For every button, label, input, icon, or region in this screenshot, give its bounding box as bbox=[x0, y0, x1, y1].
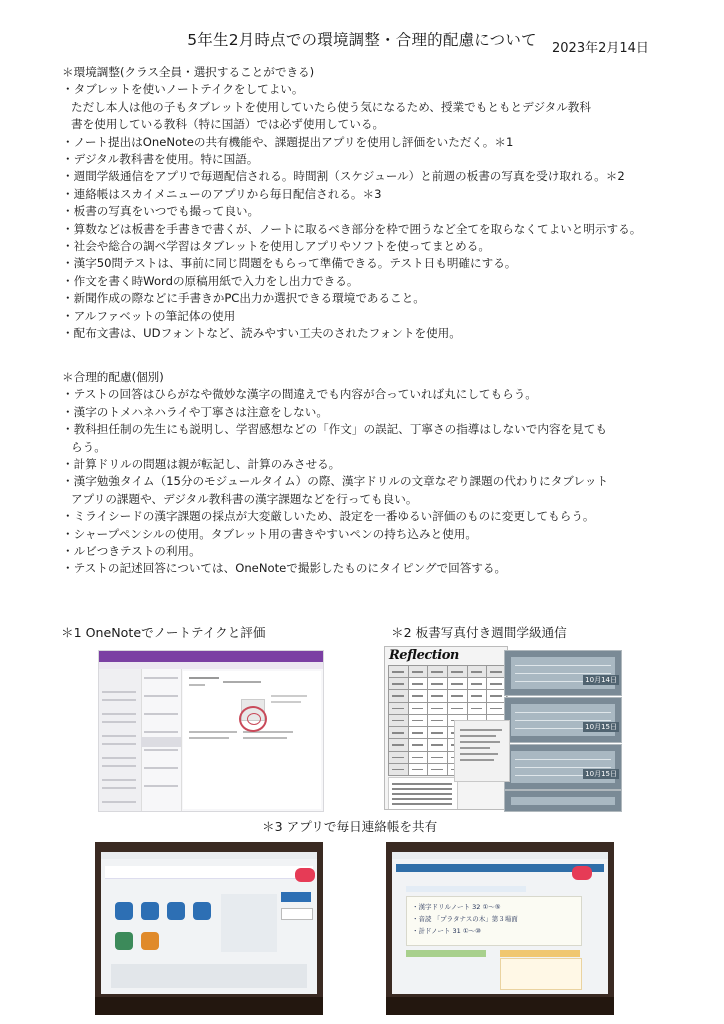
environment-section bbox=[62, 64, 702, 343]
environment-heading: ＊環境調整(クラス全員・選択することができる) bbox=[62, 65, 315, 79]
app-tile-icon bbox=[115, 902, 133, 920]
app-tile-icon bbox=[115, 932, 133, 950]
accommodation-line: ・テストの回答はひらがなや微妙な漢字の間違えでも内容が合っていれば丸にしてもらう。 bbox=[62, 387, 537, 402]
board-photo-image bbox=[504, 744, 622, 790]
timetable-cell bbox=[427, 714, 448, 727]
environment-line: ・新聞作成の際などに手書きかPC出力か選択できる環境であること。 bbox=[62, 291, 425, 306]
renrakucho-app-screen bbox=[392, 852, 608, 994]
app-tile-icon bbox=[141, 932, 159, 950]
accommodation-line: ・計算ドリルの問題は親が転記し、計算のみさせる。 bbox=[62, 457, 341, 472]
environment-line: ・配布文書は、UDフォントなど、読みやすい工夫のされたフォントを使用。 bbox=[62, 326, 461, 341]
timetable-cell bbox=[408, 714, 429, 727]
redaction-mark bbox=[295, 868, 315, 882]
figure2-caption: ＊2 板書写真付き週間学級通信 bbox=[391, 625, 567, 640]
environment-line: ・算数などは板書を手書きで書くが、ノートに取るべき部分を枠で囲うなど全てを取らなくてよいと明示する。 bbox=[62, 221, 642, 236]
environment-line: ・社会や総合の調べ学習はタブレットを使用しアプリやソフトを使ってまとめる。 bbox=[62, 239, 490, 254]
accommodation-line: ・ルビつきテストの利用。 bbox=[62, 544, 201, 559]
board-photo-image bbox=[504, 650, 622, 696]
environment-line: ・漢字50問テストは、事前に同じ問題をもらって準備できる。テスト日も明確にする。 bbox=[62, 256, 517, 271]
skymenu-app-screen bbox=[101, 852, 317, 994]
environment-line: ただし本人は他の子もタブレットを使用していたら使う気になるため、授業でもともとデジタル教科 bbox=[71, 99, 591, 114]
onenote-page bbox=[183, 671, 321, 809]
app-tile-icon bbox=[141, 902, 159, 920]
renraku-item-1: ・漢字ドリルノート 32 ①〜⑤ bbox=[412, 903, 501, 911]
laptop-app-photo-image bbox=[95, 842, 323, 1015]
accommodation-section bbox=[62, 369, 702, 578]
document-date: 2023年2月14日 bbox=[552, 41, 649, 56]
environment-line: ・タブレットを使いノートテイクをしてよい。 bbox=[62, 82, 304, 97]
renraku-item-3: ・計ドノート 31 ①〜⑩ bbox=[412, 927, 481, 935]
onenote-ribbon bbox=[99, 662, 323, 669]
accommodation-line: らう。 bbox=[71, 439, 106, 454]
redaction-mark bbox=[572, 866, 592, 880]
timetable-cell bbox=[388, 714, 409, 727]
board-photo-image bbox=[504, 790, 622, 812]
timetable-cell bbox=[427, 763, 448, 776]
board-photo-image bbox=[504, 697, 622, 743]
photo-date-1: 10月14日 bbox=[585, 676, 617, 684]
onenote-page-list bbox=[141, 669, 182, 811]
app-tile-icon bbox=[167, 902, 185, 920]
accommodation-line: ・シャープペンシルの使用。タブレット用の書きやすいペンの持ち込みと使用。 bbox=[62, 526, 477, 541]
app-tile-icon bbox=[193, 902, 211, 920]
laptop-app-photo-image bbox=[386, 842, 614, 1015]
timetable-cell bbox=[408, 763, 429, 776]
accommodation-heading: ＊合理的配慮(個別) bbox=[62, 370, 164, 384]
figure1-caption: ＊1 OneNoteでノートテイクと評価 bbox=[61, 625, 266, 640]
page-title: 5年生2月時点での環境調整・合理的配慮について bbox=[187, 31, 537, 49]
figure3-caption: ＊3 アプリで毎日連絡帳を共有 bbox=[262, 819, 438, 834]
onenote-sections bbox=[99, 669, 142, 811]
photo-date-3: 10月15日 bbox=[585, 770, 617, 778]
environment-line: ・連絡帳はスカイメニューのアプリから毎日配信される。＊3 bbox=[62, 186, 382, 201]
handwritten-circle-mark-inner bbox=[247, 713, 261, 725]
environment-line: ・デジタル教科書を使用。特に国語。 bbox=[62, 152, 259, 167]
accommodation-line: ・ミライシードの漢字課題の採点が大変厳しいため、設定を一番ゆるい評価のものに変更してもらう。 bbox=[62, 509, 595, 524]
printed-sheet-image bbox=[454, 720, 510, 782]
accommodation-line: ・漢字のトメハネハライや丁寧さは注意をしない。 bbox=[62, 404, 328, 419]
accommodation-line: ・漢字勉強タイム（15分のモジュールタイム）の際、漢字ドリルの文章なぞり課題の代わりにタブレット bbox=[62, 474, 609, 489]
environment-line: ・アルファベットの筆記体の使用 bbox=[62, 308, 236, 323]
newsletter-text-box bbox=[388, 777, 458, 810]
timetable-cell bbox=[388, 763, 409, 776]
environment-line: 書を使用している教科（特に国語）では必ず使用している。 bbox=[71, 117, 385, 132]
environment-line: ・週間学級通信をアプリで毎週配信される。時間割（スケジュール）と前週の板書の写真を受け取れる。＊2 bbox=[62, 169, 625, 184]
onenote-titlebar bbox=[99, 651, 323, 662]
accommodation-line: ・テストの記述回答については、OneNoteで撮影したものにタイピングで回答する。 bbox=[62, 561, 507, 576]
onenote-screenshot-image bbox=[98, 650, 324, 812]
reflection-logo: Reflection bbox=[389, 648, 459, 663]
accommodation-line: アプリの課題や、デジタル教科書の漢字課題などを行っても良い。 bbox=[71, 491, 418, 506]
environment-line: ・板書の写真をいつでも撮って良い。 bbox=[62, 204, 260, 219]
accommodation-line: ・教科担任制の先生にも説明し、学習感想などの「作文」の誤記、丁寧さの指導はしないで内容を見ても bbox=[62, 422, 607, 437]
environment-line: ・ノート提出はOneNoteの共有機能や、課題提出アプリを使用し評価をいただく。＊1 bbox=[62, 134, 514, 149]
photo-date-2: 10月15日 bbox=[585, 723, 617, 731]
environment-line: ・作文を書く時Wordの原稿用紙で入力をし出力できる。 bbox=[62, 273, 359, 288]
renraku-item-2: ・音読 「プラタナスの木」第３場面 bbox=[412, 915, 518, 923]
